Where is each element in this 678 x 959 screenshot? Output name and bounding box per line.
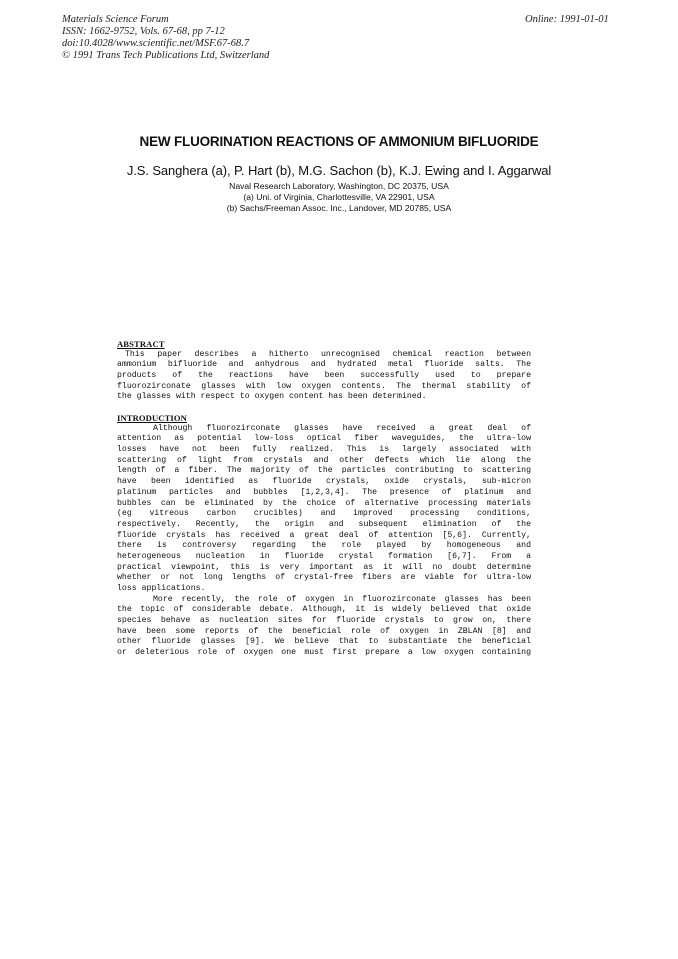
body-line: respectively. Recently, the origin and subsequent elimination of the bbox=[117, 519, 531, 529]
body-line: (eg vitreous carbon crucibles) and improved processing conditions, bbox=[117, 509, 531, 519]
abstract-line: ammonium bifluoride and anhydrous and hydrated metal fluoride salts. The bbox=[117, 360, 531, 370]
doi-line: doi:10.4028/www.scientific.net/MSF.67-68.7 bbox=[62, 38, 250, 49]
affiliation-line: Naval Research Laboratory, Washington, DC 20375, USA bbox=[229, 181, 449, 191]
introduction-section bbox=[117, 413, 531, 659]
body-line: scattering of light from crystals and other defects which lie along the bbox=[117, 455, 531, 465]
affiliation-line: (b) Sachs/Freeman Assoc. Inc., Landover, MD 20785, USA bbox=[226, 203, 452, 213]
abstract-heading: ABSTRACT bbox=[117, 339, 165, 349]
abstract-line: products of the reactions have been successfully used to prepare bbox=[117, 371, 531, 381]
introduction-heading: INTRODUCTION bbox=[117, 413, 187, 423]
body-line: have been identified as fluoride crystals, oxide crystals, sub-micron bbox=[117, 477, 531, 487]
copyright-line: © 1991 Trans Tech Publications Ltd, Switzerland bbox=[62, 50, 270, 61]
body-line: losses have not been fully realized. This is largely associated with bbox=[117, 445, 531, 455]
body-line: have been some reports of the beneficial role of oxygen in ZBLAN [8] and bbox=[117, 626, 531, 636]
affiliation-line: (a) Uni. of Virginia, Charlottesville, VA 22901, USA bbox=[243, 192, 435, 202]
body-line: the topic of considerable debate. Although, it is widely believed that oxide bbox=[117, 605, 531, 615]
journal-header bbox=[62, 14, 269, 62]
abstract-line: This paper describes a hitherto unrecognised chemical reaction between bbox=[125, 349, 531, 359]
body-line: attention as potential low-loss optical fiber waveguides, the ultra-low bbox=[117, 434, 531, 444]
online-date: Online: 1991-01-01 bbox=[525, 14, 609, 25]
paper-title: NEW FLUORINATION REACTIONS OF AMMONIUM BIFLUORIDE bbox=[139, 134, 539, 149]
abstract-line: the glasses with respect to oxygen content has been determined. bbox=[117, 392, 427, 402]
issn-line: ISSN: 1662-9752, Vols. 67-68, pp 7-12 bbox=[62, 26, 225, 37]
body-line: heterogeneous nucleation in fluoride crystal formation [6,7]. From a bbox=[117, 551, 531, 561]
body-line: other fluoride glasses [9]. We believe that to substantiate the beneficial bbox=[117, 637, 531, 647]
body-line: bubbles can be eliminated by the choice of alternative processing materials bbox=[117, 498, 531, 508]
body-line: whether or not long lengths of crystal-free fibers are viable for ultra-low bbox=[117, 573, 531, 583]
body-line: Although fluorozirconate glasses have received a great deal of bbox=[153, 423, 531, 433]
body-line: species behave as nucleation sites for fluoride crystals to grow on, there bbox=[117, 616, 531, 626]
abstract-line: fluorozirconate glasses with low oxygen contents. The thermal stability of bbox=[117, 381, 531, 391]
body-line: practical viewpoint, this is very important as it will no doubt determine bbox=[117, 562, 531, 572]
body-line: More recently, the role of oxygen in fluorozirconate glasses has been bbox=[153, 594, 531, 604]
abstract-section bbox=[117, 339, 531, 403]
body-line: fluoride crystals has received a great deal of attention [5,6]. Currently, bbox=[117, 530, 531, 540]
affiliations bbox=[0, 181, 678, 214]
paper-authors: J.S. Sanghera (a), P. Hart (b), M.G. Sachon (b), K.J. Ewing and I. Aggarwal bbox=[126, 163, 552, 178]
body-line: there is controversy regarding the role played by homogeneous and bbox=[117, 541, 531, 551]
body-line: loss applications. bbox=[117, 584, 206, 594]
body-line: length of a fiber. The majority of the particles contributing to scattering bbox=[117, 466, 531, 476]
body-line: platinum particles and bubbles [1,2,3,4]. The presence of platinum and bbox=[117, 487, 531, 497]
body-line: or deleterious role of oxygen one must first prepare a low oxygen containing bbox=[117, 648, 531, 658]
journal-name: Materials Science Forum bbox=[62, 14, 169, 25]
